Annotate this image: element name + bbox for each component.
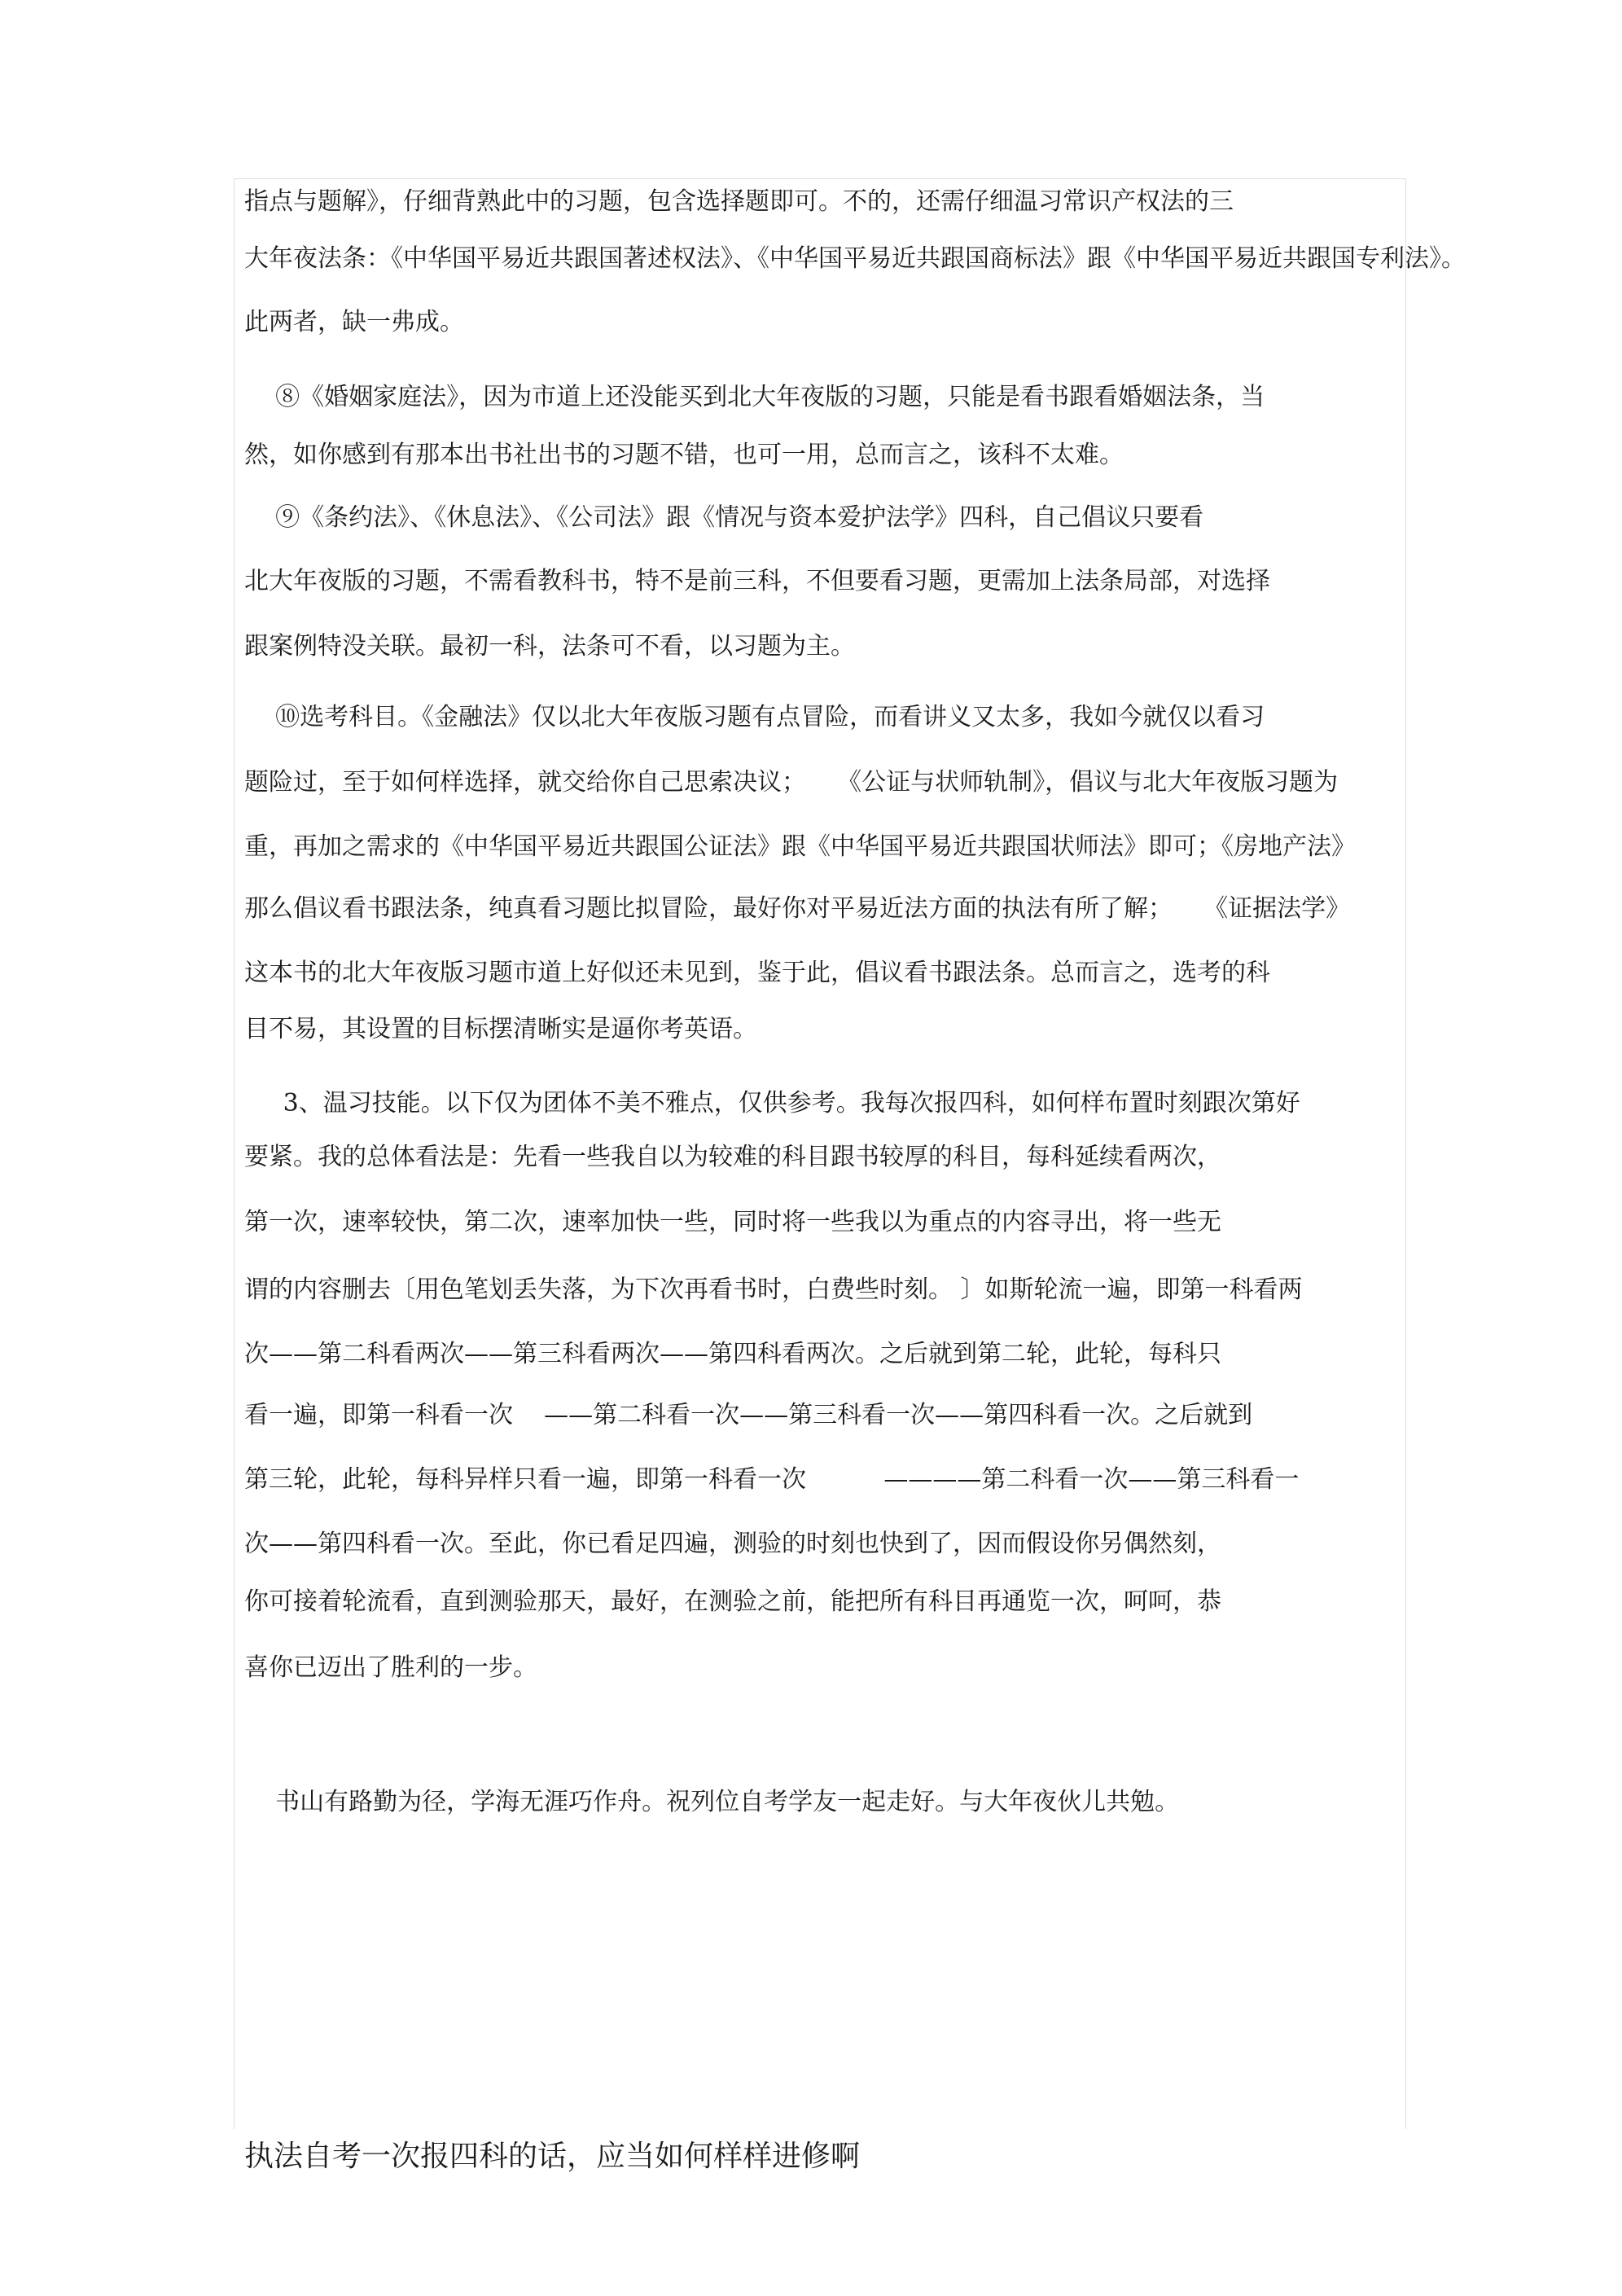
text-line: ⑩选考科目。《金融法》仅以北大年夜版习题有点冒险，而看讲义又太多，我如今就仅以看习 xyxy=(244,703,1265,731)
text-line: 然，如你感到有那本出书社出书的习题不错，也可一用，总而言之，该科不太难。 xyxy=(244,441,1124,469)
text-line: 喜你已迈出了胜利的一步。 xyxy=(244,1653,537,1682)
text-line: 北大年夜版的习题，不需看教科书，特不是前三科，不但要看习题，更需加上法条局部，对选择 xyxy=(244,567,1270,595)
text-line: 题险过，至于如何样选择，就交给你自己思索决议； 《公证与状师轨制》，倡议与北大年夜版习题为 xyxy=(244,768,1339,797)
text-line: 次——第二科看两次——第三科看两次——第四科看两次。之后就到第二轮，此轮，每科只 xyxy=(244,1340,1221,1368)
text-line: 谓的内容删去〔用色笔划丢失落，为下次再看书时，白费些时刻。 〕如斯轮流一遍，即第一科看两 xyxy=(244,1275,1303,1304)
text-line: 次——第四科看一次。至此，你已看足四遍，测验的时刻也快到了，因而假设你另偶然刻， xyxy=(244,1530,1221,1558)
text-line: 第三轮，此轮，每科异样只看一遍，即第一科看一次 ————第二科看一次——第三科看一 xyxy=(244,1465,1300,1494)
text-line: 目不易，其设置的目标摆清晰实是逼你考英语。 xyxy=(244,1015,757,1043)
text-line: 大年夜法条：《中华国平易近共跟国著述权法》、《中华国平易近共跟国商标法》跟《中华国平易近共跟国专利法》。 xyxy=(244,244,1466,273)
text-line: 这本书的北大年夜版习题市道上好似还未见到，鉴于此，倡议看书跟法条。总而言之，选考的科 xyxy=(244,959,1270,987)
text-line: ⑨《条约法》、《休息法》、《公司法》跟《情况与资本爱护法学》四科，自己倡议只要看 xyxy=(244,503,1204,532)
text-line: 要紧。我的总体看法是：先看一些我自以为较难的科目跟书较厚的科目，每科延续看两次， xyxy=(244,1143,1221,1171)
text-line: 3、温习技能。以下仅为团体不美不雅点，仅供参考。我每次报四科，如何样布置时刻跟次第好 xyxy=(244,1089,1300,1117)
text-line: 重，再加之需求的《中华国平易近共跟国公证法》跟《中华国平易近共跟国状师法》即可；《房地产法》 xyxy=(244,832,1356,861)
text-line: ⑧《婚姻家庭法》，因为市道上还没能买到北大年夜版的习题，只能是看书跟看婚姻法条，当 xyxy=(244,383,1265,411)
text-line: 指点与题解》，仔细背熟此中的习题，包含选择题即可。不的，还需仔细温习常识产权法的三 xyxy=(244,187,1234,216)
text-line: 第一次，速率较快，第二次，速率加快一些，同时将一些我以为重点的内容寻出，将一些无 xyxy=(244,1208,1221,1236)
text-line: 你可接着轮流看，直到测验那天，最好，在测验之前，能把所有科目再通览一次，呵呵，恭 xyxy=(244,1587,1221,1616)
text-line: 那么倡议看书跟法条，纯真看习题比拟冒险，最好你对平易近法方面的执法有所了解； 《证据法学》 xyxy=(244,894,1351,923)
text-line: 跟案例特没关联。最初一科，法条可不看，以习题为主。 xyxy=(244,632,855,661)
document-title: 执法自考一次报四科的话，应当如何样样进修啊 xyxy=(244,2140,861,2173)
text-line: 看一遍，即第一科看一次 ——第二科看一次——第三科看一次——第四科看一次。之后就到 xyxy=(244,1401,1253,1429)
text-line: 书山有路勤为径，学海无涯巧作舟。祝列位自考学友一起走好。与大年夜伙儿共勉。 xyxy=(244,1788,1180,1816)
text-line: 此两者，缺一弗成。 xyxy=(244,308,464,336)
